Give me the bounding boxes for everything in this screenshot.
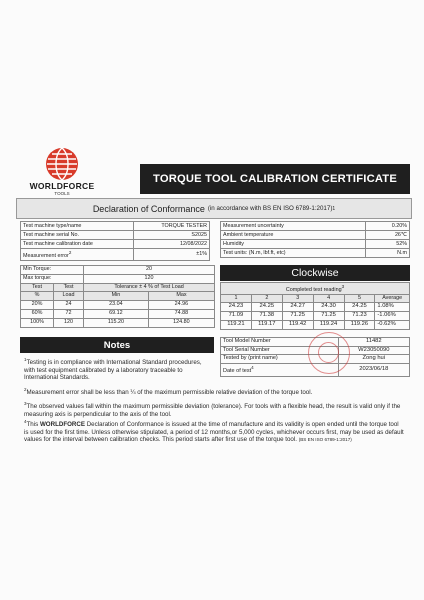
note-4-text: Declaration of Conformance is issued at the time of manufacture and its validity is open ended until the torque tool is used for the first time. Unless otherwise stipulated, a period of 12 months,or 5,000 cycles, whichever occurs first, may be used as default values for the interval between calibration checks. This period starts after first use of the torque tool. (24, 421, 404, 444)
row-label: Ambient temperature (221, 231, 366, 240)
declaration-header (16, 198, 412, 219)
row-value: TORQUE TESTER (133, 222, 209, 231)
note-2-text: Measurement error shall be less than ¼ of the maximum permissible relative deviation of the torque tool. (26, 389, 313, 397)
sub-min: Min (84, 292, 149, 301)
min-torque-value: 20 (84, 266, 215, 275)
note-2-sup: 2 (24, 387, 27, 392)
reading-header: 3 (282, 295, 313, 303)
table-row (21, 240, 210, 249)
cell-load: 72 (54, 309, 84, 318)
row-value: S2025 (133, 231, 209, 240)
note-4-sup: 4 (24, 419, 27, 424)
row-label: Tool Model Number (221, 338, 339, 347)
note-4-brand: WORLDFORCE (39, 421, 85, 429)
row-label: Test machine type/name (21, 222, 134, 231)
cell-min: 23.04 (84, 301, 149, 310)
reading-header: 1 (221, 295, 252, 303)
certificate-title: TORQUE TOOL CALIBRATION CERTIFICATE (140, 164, 410, 194)
note-1-sup: 1 (24, 357, 27, 362)
clockwise-header: Clockwise (220, 265, 410, 281)
note-4-pre: This (26, 421, 39, 429)
row-label: Test machine serial No. (21, 231, 134, 240)
row-label: Test machine calibration date (21, 240, 134, 249)
row-label: Measurement uncertainty (221, 222, 366, 231)
cell-max: 24.96 (148, 301, 214, 310)
row-value: 11482 (338, 338, 409, 347)
cell-min: 115.20 (84, 318, 149, 327)
reading-cell: 24.27 (282, 303, 313, 312)
row-value: 0.20% (366, 222, 410, 231)
reading-cell: 71.23 (344, 312, 375, 321)
row-value: 2023/06/18 (338, 364, 409, 377)
reading-cell: 24.23 (221, 303, 252, 312)
completed-label-cell (221, 283, 410, 295)
cell-load: 120 (54, 318, 84, 327)
sub-percent: % (21, 292, 54, 301)
note-4-ref: (BS EN ISO 6789-1:2017) (298, 437, 352, 443)
table-row (21, 318, 215, 327)
reading-cell: 71.38 (251, 312, 282, 321)
reading-cell: 119.26 (344, 320, 375, 329)
min-torque-label: Min Torque: (21, 266, 84, 275)
conditions-table (220, 221, 410, 258)
torque-table (20, 265, 215, 328)
col-test2: Test (54, 283, 84, 292)
table-header-row (221, 283, 410, 295)
reading-cell: 119.21 (221, 320, 252, 329)
sub-max: Max (148, 292, 214, 301)
reading-header: 5 (344, 295, 375, 303)
table-subheader-row (221, 295, 410, 303)
reading-header: 2 (251, 295, 282, 303)
cell-max: 124.80 (148, 318, 214, 327)
reading-cell: 71.09 (221, 312, 252, 321)
col-test: Test (21, 283, 54, 292)
row-label: Test units: (N.m, lbf.ft, etc) (221, 249, 366, 258)
average-cell: -0.62% (375, 320, 410, 329)
reading-header: 4 (313, 295, 344, 303)
note-1-text: Testing is in compliance with International Standard procedures, with test equipment calibrated by a laboratory traceable to International Standards. (24, 359, 202, 382)
average-cell: 1.08% (375, 303, 410, 312)
note-3-sup: 3 (24, 401, 27, 406)
table-row (21, 231, 210, 240)
inspection-stamp (308, 332, 350, 374)
worldforce-logo (20, 147, 104, 199)
table-row (21, 301, 215, 310)
table-row (21, 266, 215, 275)
brand-subtitle: TOOLS (54, 191, 70, 196)
table-row (21, 222, 210, 231)
note-3-text: The observed values fall within the maximum permissible deviation (tolerance). For tools with a flexible head, the result is valid only if the measuring axis is perpendicular to the axis of the tool. (24, 403, 401, 418)
reading-cell: 71.25 (313, 312, 344, 321)
table-row (221, 320, 410, 329)
cell-load: 24 (54, 301, 84, 310)
label-sup: 4 (251, 365, 254, 371)
row-value: Zong hui (338, 355, 409, 364)
cell-pct: 20% (21, 301, 54, 310)
note-2 (24, 386, 404, 397)
cell-max: 74.88 (148, 309, 214, 318)
table-subheader-row (21, 292, 215, 301)
average-header: Average (375, 295, 410, 303)
max-torque-value: 120 (84, 274, 215, 283)
row-value: ±1% (133, 249, 209, 261)
declaration-label: Declaration of Conformance (92, 203, 205, 214)
row-label: Humidity (221, 240, 366, 249)
row-value: 52% (366, 240, 410, 249)
cell-min: 69.12 (84, 309, 149, 318)
clockwise-readings-table (220, 282, 410, 330)
col-tolerance: Tolerance ± 4 % of Test Load (84, 283, 215, 292)
reading-cell: 24.30 (313, 303, 344, 312)
table-row (221, 222, 410, 231)
cell-pct: 60% (21, 309, 54, 318)
row-value: N.m (366, 249, 410, 258)
note-1 (24, 356, 214, 382)
note-4 (24, 418, 404, 444)
table-row (21, 309, 215, 318)
completed-sup: 3 (341, 284, 345, 289)
reading-cell: 24.25 (251, 303, 282, 312)
table-row (221, 312, 410, 321)
row-value: 26℃ (366, 231, 410, 240)
table-header-row (21, 283, 215, 292)
declaration-note-ref: 1 (332, 205, 336, 212)
brand-name: WORLDFORCE (29, 181, 95, 191)
table-row (21, 274, 215, 283)
note-3 (24, 400, 404, 418)
cell-pct: 100% (21, 318, 54, 327)
reading-cell: 119.24 (313, 320, 344, 329)
label-sup: 2 (68, 250, 72, 255)
table-row (221, 303, 410, 312)
globe-logo-icon (44, 147, 80, 181)
reading-cell: 71.25 (282, 312, 313, 321)
declaration-standard: (in accordance with BS EN ISO 6789-1:2017) (207, 205, 333, 212)
notes-header: Notes (20, 337, 214, 353)
sub-load: Load (54, 292, 84, 301)
reading-cell: 24.25 (344, 303, 375, 312)
label-text: Measurement error (23, 252, 69, 259)
table-row (21, 249, 210, 261)
table-row (221, 231, 410, 240)
reading-cell: 119.42 (282, 320, 313, 329)
row-value: W23050090 (338, 346, 409, 355)
completed-label: Completed test reading (285, 286, 342, 293)
machine-info-table (20, 221, 210, 261)
table-row (221, 249, 410, 258)
max-torque-label: Max torque: (21, 274, 84, 283)
table-row (221, 240, 410, 249)
row-value: 12/08/2022 (133, 240, 209, 249)
label-text: Date of test (223, 367, 252, 374)
row-label: Tested by (print name) (221, 355, 339, 364)
average-cell: -1.06% (375, 312, 410, 321)
row-label: Tool Serial Number (221, 346, 339, 355)
reading-cell: 119.17 (251, 320, 282, 329)
row-label (21, 249, 134, 261)
